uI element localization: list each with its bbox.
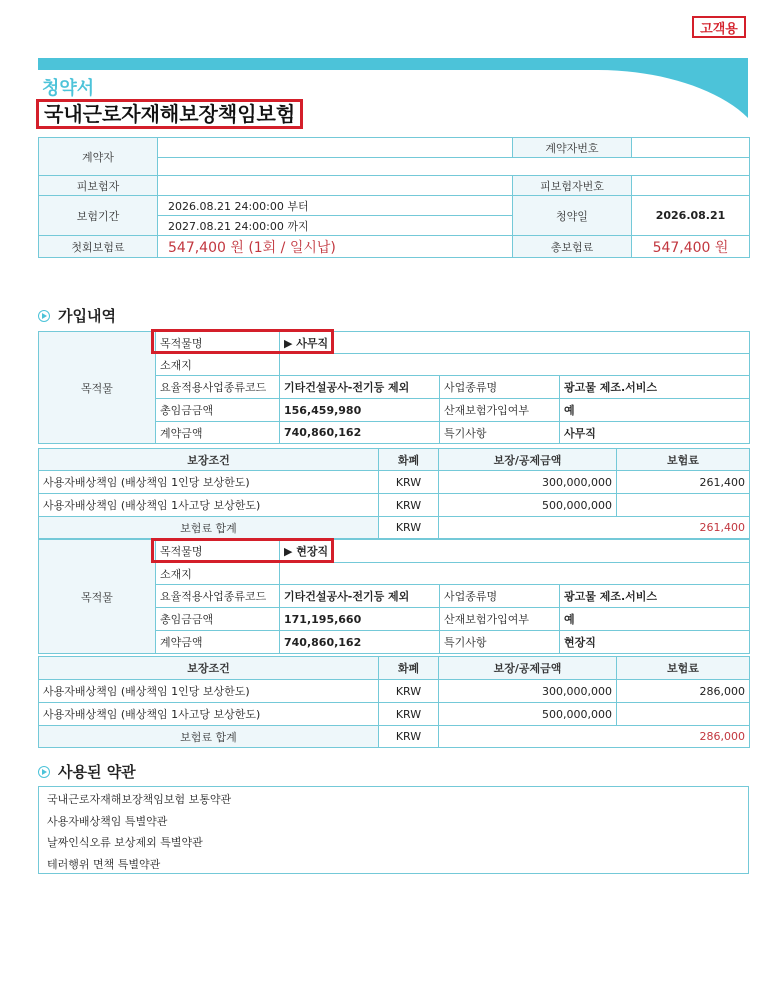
object-table-2 <box>38 539 750 654</box>
first-premium-label: 첫회보험료 <box>39 236 158 258</box>
table-row <box>39 494 750 517</box>
coverage-name: 사용자배상책임 (배상책임 1인당 보상한도) <box>39 680 379 703</box>
list-item: 날짜인식오류 보상제외 특별약관 <box>47 836 203 849</box>
coverage-name: 사용자배상책임 (배상책임 1인당 보상한도) <box>39 471 379 494</box>
premium-header: 보험료 <box>617 449 750 471</box>
premium-total-label: 보험료 합계 <box>39 726 379 748</box>
list-item: 테러행위 면책 특별약관 <box>47 857 161 871</box>
object-name-value: ▶ 사무직 <box>280 332 750 354</box>
special-value: 사무직 <box>560 422 750 444</box>
insured-value <box>158 176 513 196</box>
contract-amount-value: 740,860,162 <box>280 422 440 444</box>
terms-list <box>38 786 749 874</box>
currency-header: 화폐 <box>379 449 439 471</box>
contract-info-table <box>38 137 750 258</box>
section-terms-title: 사용된 약관 <box>58 763 136 781</box>
coverage-name: 사용자배상책임 (배상책임 1사고당 보상한도) <box>39 703 379 726</box>
coverage-table-1 <box>38 448 750 539</box>
total-wage-value: 156,459,980 <box>280 399 440 422</box>
coverage-header: 보장조건 <box>39 449 379 471</box>
limit-header: 보장/공제금액 <box>439 449 617 471</box>
premium-total-currency: KRW <box>379 517 439 539</box>
total-wage-value: 171,195,660 <box>280 608 440 631</box>
special-label: 특기사항 <box>440 422 560 444</box>
insured-no-label: 피보험자번호 <box>513 176 632 196</box>
coverage-premium: 286,000 <box>617 680 750 703</box>
total-wage-label: 총임금금액 <box>156 399 280 422</box>
object-name-label: 목적물명 <box>156 540 280 563</box>
industrial-insurance-value: 예 <box>560 399 750 422</box>
doc-subtitle: 청약서 <box>42 78 95 99</box>
table-row <box>39 680 750 703</box>
industry-code-label: 요율적용사업종류코드 <box>156 376 280 399</box>
special-label: 특기사항 <box>440 631 560 654</box>
total-premium-value: 547,400 원 <box>632 236 750 258</box>
contractor-label: 계약자 <box>39 138 158 176</box>
coverage-limit: 300,000,000 <box>439 680 617 703</box>
table-row <box>39 471 750 494</box>
industrial-insurance-label: 산재보험가입여부 <box>440 399 560 422</box>
location-label: 소재지 <box>156 354 280 376</box>
location-value <box>280 354 750 376</box>
industry-code-value: 기타건설공사-전기등 제외 <box>280 585 440 608</box>
limit-header: 보장/공제금액 <box>439 657 617 680</box>
object-label: 목적물 <box>39 540 156 654</box>
industry-code-label: 요율적용사업종류코드 <box>156 585 280 608</box>
contract-amount-value: 740,860,162 <box>280 631 440 654</box>
period-to: 2027.08.21 24:00:00 까지 <box>158 216 513 236</box>
contract-amount-label: 계약금액 <box>156 631 280 654</box>
business-type-label: 사업종류명 <box>440 585 560 608</box>
doc-title: 국내근로자재해보장책임보험 <box>36 99 303 129</box>
industry-code-value: 기타건설공사-전기등 제외 <box>280 376 440 399</box>
business-type-value: 광고물 제조.서비스 <box>560 376 750 399</box>
object-name-value: ▶ 현장직 <box>280 540 750 563</box>
object-label: 목적물 <box>39 332 156 444</box>
coverage-name: 사용자배상책임 (배상책임 1사고당 보상한도) <box>39 494 379 517</box>
object-table-1 <box>38 331 750 444</box>
object-name-label: 목적물명 <box>156 332 280 354</box>
total-premium-label: 총보험료 <box>513 236 632 258</box>
section-terms <box>38 761 136 782</box>
coverage-table-2 <box>38 656 750 748</box>
list-item: 사용자배상책임 특별약관 <box>47 814 168 828</box>
coverage-currency: KRW <box>379 680 439 703</box>
coverage-premium: 261,400 <box>617 471 750 494</box>
premium-header: 보험료 <box>617 657 750 680</box>
industrial-insurance-value: 예 <box>560 608 750 631</box>
contract-amount-label: 계약금액 <box>156 422 280 444</box>
contractor-no-label: 계약자번호 <box>513 138 632 158</box>
total-wage-label: 총임금금액 <box>156 608 280 631</box>
location-label: 소재지 <box>156 563 280 585</box>
coverage-limit: 500,000,000 <box>439 703 617 726</box>
premium-total-value: 261,400 <box>439 517 750 539</box>
period-from: 2026.08.21 24:00:00 부터 <box>158 196 513 216</box>
play-circle-icon <box>38 310 50 322</box>
coverage-currency: KRW <box>379 471 439 494</box>
coverage-currency: KRW <box>379 703 439 726</box>
premium-total-currency: KRW <box>379 726 439 748</box>
insured-no-value <box>632 176 750 196</box>
special-value: 현장직 <box>560 631 750 654</box>
coverage-premium <box>617 494 750 517</box>
period-label: 보험기간 <box>39 196 158 236</box>
currency-header: 화폐 <box>379 657 439 680</box>
coverage-premium <box>617 703 750 726</box>
section-enrollment-title: 가입내역 <box>58 307 116 325</box>
section-enrollment <box>38 305 116 326</box>
business-type-label: 사업종류명 <box>440 376 560 399</box>
application-date-label: 청약일 <box>513 196 632 236</box>
table-row <box>39 703 750 726</box>
contractor-address <box>158 158 750 176</box>
insured-label: 피보험자 <box>39 176 158 196</box>
coverage-limit: 500,000,000 <box>439 494 617 517</box>
premium-total-value: 286,000 <box>439 726 750 748</box>
location-value <box>280 563 750 585</box>
business-type-value: 광고물 제조.서비스 <box>560 585 750 608</box>
contractor-value <box>158 138 513 158</box>
contractor-no-value <box>632 138 750 158</box>
coverage-currency: KRW <box>379 494 439 517</box>
coverage-limit: 300,000,000 <box>439 471 617 494</box>
premium-total-label: 보험료 합계 <box>39 517 379 539</box>
play-circle-icon <box>38 766 50 778</box>
first-premium-value: 547,400 원 (1회 / 일시납) <box>158 236 513 258</box>
application-date: 2026.08.21 <box>632 196 750 236</box>
list-item: 국내근로자재해보장책임보험 보통약관 <box>47 793 232 806</box>
coverage-header: 보장조건 <box>39 657 379 680</box>
industrial-insurance-label: 산재보험가입여부 <box>440 608 560 631</box>
customer-copy-badge: 고객용 <box>692 16 746 38</box>
